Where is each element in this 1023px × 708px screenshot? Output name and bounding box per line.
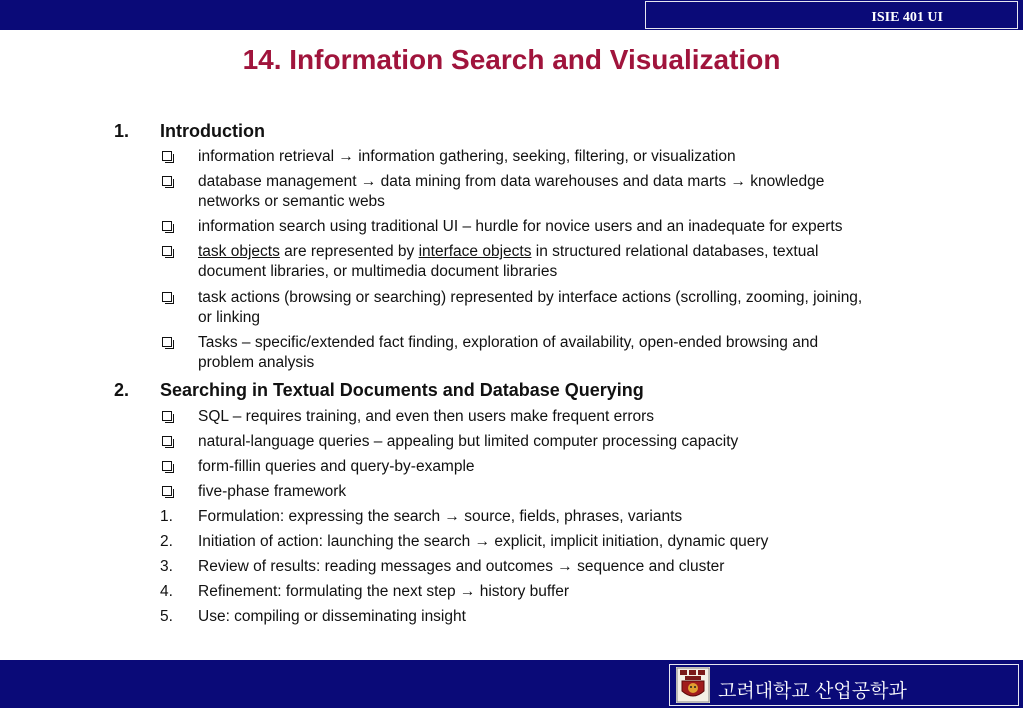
- university-department-name: 고려대학교 산업공학과: [718, 681, 907, 702]
- arrow-icon: →: [459, 583, 476, 600]
- underlined-term: interface objects: [418, 243, 532, 260]
- section-number: 2.: [114, 380, 130, 400]
- slide-body: 1. Introduction information retrieval → information gathering, seeking, filtering, or visualization database management → data mining from data warehouses and data marts → knowledge networks or semantic webs information search using traditional UI – hurdle for novice users and an inadequate for experts task objects are represented by interface objects in structured relational databases, textual document libraries, or multimedia document libraries task actions (browsing or searching) represented by interface actions (scrolling, zooming, joining, or linking Tasks – specific/extended fact finding, exploration of availability, open-ended browsing and problem analysis 2. Searching in Textual Documents and Database Querying SQL – requires training, and even then users make frequent errors natural-language queries – appealing but limited computer processing capacity form-fillin queries and query-by-example five-phase framework 1. Formulation: expressing the search → source, fields, phrases, variants 2. Initiation of action: launching the search → explicit, implicit initiation, dynamic query 3. Review of results: reading messages and outcomes → sequence and cluster 4. Refinement: formulating the next step → history buffer 5. Use: compiling or disseminating insight: [114, 121, 863, 625]
- bullet-text: information retrieval → information gathering, seeking, filtering, or visualization: [198, 148, 736, 165]
- arrow-icon: →: [338, 148, 354, 165]
- section-title: Introduction: [160, 121, 265, 141]
- arrow-icon: →: [444, 508, 460, 525]
- phase-number: 4.: [160, 583, 173, 600]
- bullet-text-continued: networks or semantic webs: [198, 193, 385, 210]
- arrow-icon: →: [730, 173, 746, 190]
- phase-number: 3.: [160, 558, 173, 575]
- bullet-text-continued: document libraries, or multimedia document libraries: [198, 263, 558, 280]
- bullet-text: database management → data mining from data warehouses and data marts → knowledge: [198, 173, 825, 190]
- underlined-term: task objects: [198, 243, 280, 260]
- university-logo-icon: [676, 667, 710, 703]
- slide-title: 14. Information Search and Visualization: [242, 44, 781, 75]
- checkbox-bullet-icon: [162, 436, 172, 446]
- bullet-text: natural-language queries – appealing but limited computer processing capacity: [198, 433, 739, 450]
- section-number: 1.: [114, 121, 130, 141]
- bullet-text: form-fillin queries and query-by-example: [198, 458, 475, 475]
- bullet-text-continued: or linking: [198, 309, 261, 326]
- arrow-icon: →: [474, 533, 491, 550]
- phase-number: 2.: [160, 533, 173, 550]
- bullet-text: task actions (browsing or searching) represented by interface actions (scrolling, zooming, joining,: [198, 289, 863, 306]
- checkbox-bullet-icon: [162, 176, 172, 186]
- checkbox-bullet-icon: [162, 292, 172, 302]
- phase-number: 1.: [160, 508, 173, 525]
- bullet-text-continued: problem analysis: [198, 354, 315, 371]
- checkbox-bullet-icon: [162, 411, 172, 421]
- bullet-text: SQL – requires training, and even then users make frequent errors: [198, 408, 655, 425]
- section-title: Searching in Textual Documents and Database Querying: [160, 380, 644, 400]
- bullet-text: Tasks – specific/extended fact finding, exploration of availability, open-ended browsing and: [198, 334, 819, 351]
- bullet-text: five-phase framework: [198, 483, 347, 500]
- checkbox-bullet-icon: [162, 246, 172, 256]
- arrow-icon: →: [360, 173, 377, 190]
- checkbox-bullet-icon: [162, 151, 172, 161]
- checkbox-bullet-icon: [162, 486, 172, 496]
- checkbox-bullet-icon: [162, 337, 172, 347]
- checkbox-bullet-icon: [162, 221, 172, 231]
- arrow-icon: →: [557, 558, 573, 575]
- bullet-text: task objects are represented by interface objects in structured relational databases, textual: [198, 243, 819, 260]
- phase-number: 5.: [160, 608, 173, 625]
- checkbox-bullet-icon: [162, 461, 172, 471]
- course-label: ISIE 401 UI: [871, 10, 943, 25]
- bullet-text: information search using traditional UI – hurdle for novice users and an inadequate for experts: [198, 218, 843, 235]
